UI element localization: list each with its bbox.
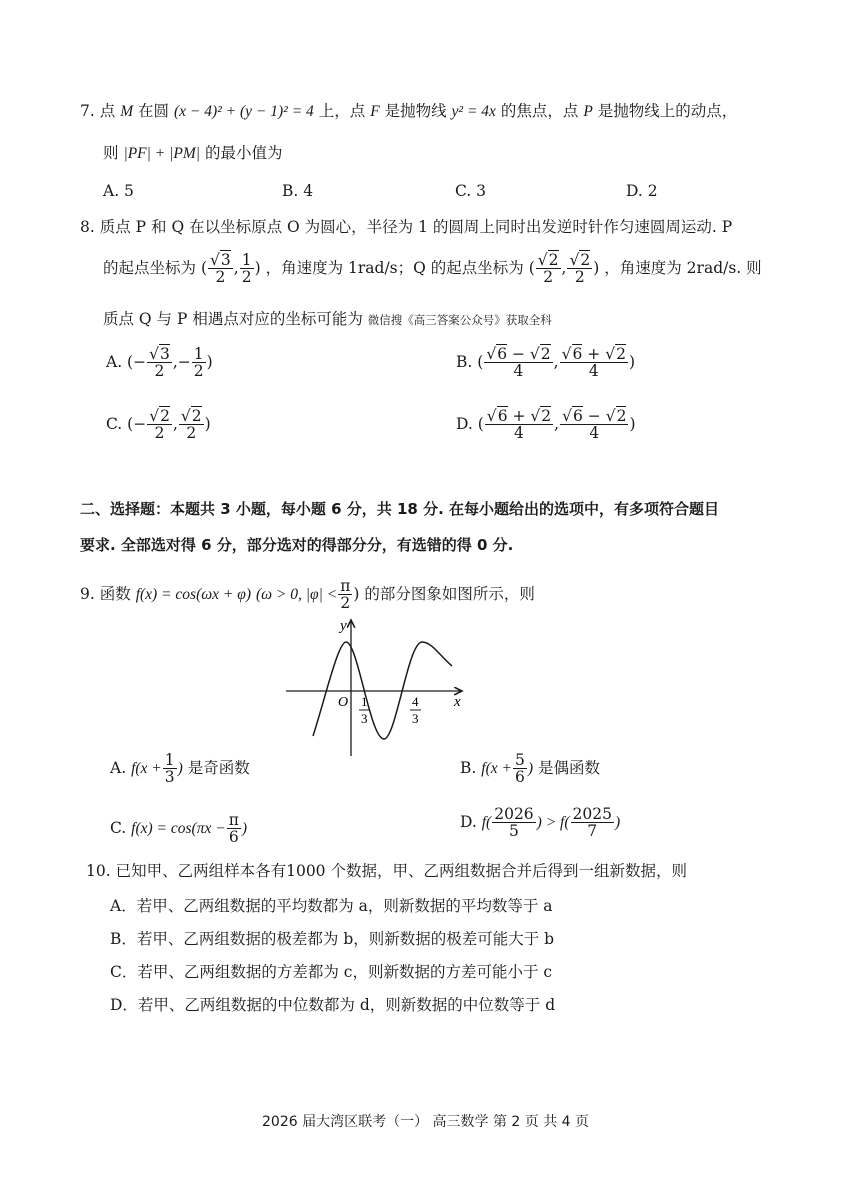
q8-q-start-coord: ( $\frac{√2}{2}$ , $\frac{√2}{2}$ )	[528, 251, 600, 287]
origin-label: O	[338, 695, 349, 710]
q7-text: 是抛物线	[384, 102, 447, 120]
q9-function: f(x) = cos(ωx + φ)	[135, 585, 251, 603]
svg-text:1: 1	[361, 694, 368, 709]
option-label: A.	[110, 758, 127, 777]
option-label: B.	[460, 758, 477, 777]
section2-heading-line2: 要求. 全部选对得 6 分，部分选对的得部分分，有选错的得 0 分.	[80, 536, 514, 554]
q9-option-c: C. f(x) = cos(πx − $\frac{\pi}{6}$ )	[110, 811, 248, 847]
q8-number: 8.	[80, 218, 95, 236]
q8-p-start-coord: ( $\frac{√3}{2}$ , $\frac{1}{2}$ )	[200, 251, 261, 287]
q9-option-a: A. f(x + $\frac{1}{3}$ ) 是奇函数	[110, 751, 250, 787]
q10-option-c: C．若甲、乙两组数据的方差都为 c，则新数据的方差可能小于 c	[110, 963, 553, 981]
q8-option-b: B. ( $\frac{√6 - √2}{4}$ , $\frac{√6 + √2}{4}$ )	[456, 345, 636, 381]
option-label: C.	[110, 818, 127, 837]
q7-option-d: D. 2	[626, 182, 658, 200]
q8-text: ，角速度为 1rad/s；Q 的起点坐标为	[265, 258, 524, 277]
q10-stem	[86, 862, 687, 881]
tick-label-four-thirds	[410, 694, 421, 726]
q8-option-d: D. ( $\frac{√6 + √2}{4}$ , $\frac{√6 - √2}{4}$ )	[456, 407, 636, 443]
q8-text: 的起点坐标为	[103, 258, 197, 277]
q7-option-b: B. 4	[282, 182, 314, 200]
q8-line3	[103, 310, 552, 329]
q8-line2	[103, 252, 762, 286]
q7-text: 则	[103, 144, 119, 162]
q7-line1	[80, 102, 737, 122]
q8-stem-line1: 质点 P 和 Q 在以坐标原点 O 为圆心，半径为 1 的圆周上同时出发逆时针作匀速圆周运动. P	[99, 218, 733, 236]
q8-text: ，角速度为 2rad/s. 则	[604, 258, 762, 277]
q7-circle-equation: (x − 4)² + (y − 1)² = 4	[174, 103, 314, 120]
q7-line2	[103, 144, 282, 164]
option-label: D.	[460, 812, 477, 831]
q7-text: 是抛物线上的动点，	[597, 102, 738, 120]
tick-label-one-third	[359, 694, 370, 726]
q8-stem-line3: 质点 Q 与 P 相遇点对应的坐标可能为	[103, 310, 363, 328]
q7-option-c: C. 3	[455, 182, 487, 200]
q8-line1	[80, 218, 732, 237]
section2-heading-line1: 二、选择题：本题共 3 小题，每小题 6 分，共 18 分. 在每小题给出的选项中，有多项符合题目	[80, 500, 720, 518]
q9-option-b-text: 是偶函数	[537, 758, 600, 777]
q7-point-f: F	[370, 103, 380, 120]
q7-number: 7.	[80, 102, 95, 120]
q9-condition: (ω > 0, |φ| <	[255, 585, 338, 603]
q7-point-p: P	[583, 103, 593, 120]
q9-option-d: D. f( $\frac{2026}{5}$ ) > f( $\frac{2025}{7}$ )	[460, 805, 621, 841]
q7-text: 上，点	[318, 102, 366, 120]
q8-option-a: A. (− $\frac{√3}{2}$ ,− $\frac{1}{2}$ )	[106, 345, 213, 381]
q7-text: 的焦点，点	[500, 102, 579, 120]
option-label: C.	[106, 414, 123, 433]
svg-text:3: 3	[412, 711, 419, 726]
q7-text: 点	[99, 102, 116, 120]
q9-text: 函数	[99, 584, 131, 603]
q7-expression: |PF| + |PM|	[123, 145, 201, 162]
q10-stem-text: 已知甲、乙两组样本各有1000 个数据，甲、乙两组数据合并后得到一组新数据，则	[115, 862, 687, 880]
svg-text:4: 4	[412, 694, 419, 709]
q10-number: 10.	[86, 862, 111, 880]
q7-text: 的最小值为	[204, 144, 283, 162]
svg-text:3: 3	[361, 711, 368, 726]
q7-point-m: M	[120, 103, 134, 120]
axis-label-x: x	[454, 694, 461, 710]
q9-pi-over-2: $\frac{\pi}{2}$	[340, 577, 351, 613]
option-label: B.	[456, 352, 473, 371]
q8-option-c: C. (− $\frac{√2}{2}$ , $\frac{√2}{2}$ )	[106, 407, 211, 443]
q9-option-a-text: 是奇函数	[187, 758, 250, 777]
q9-text: 的部分图象如图所示，则	[364, 584, 535, 603]
q10-option-a: A．若甲、乙两组数据的平均数都为 a，则新数据的平均数等于 a	[110, 897, 553, 915]
q9-number: 9.	[80, 584, 95, 603]
q10-option-d: D．若甲、乙两组数据的中位数都为 d，则新数据的中位数等于 d	[110, 996, 556, 1014]
q9-option-b: B. f(x + $\frac{5}{6}$ ) 是偶函数	[460, 751, 600, 787]
q7-parabola-equation: y² = 4x	[451, 103, 496, 120]
option-label: D.	[456, 414, 473, 433]
q9-cosine-graph	[280, 614, 470, 764]
watermark-text: 微信搜《高三答案公众号》获取全科	[367, 313, 552, 327]
option-label: A.	[106, 352, 123, 371]
page-footer: 2026 届大湾区联考（一） 高三数学 第 2 页 共 4 页	[262, 1114, 590, 1130]
q7-text: 在圆	[138, 102, 170, 120]
q7-option-a: A. 5	[103, 182, 134, 200]
q10-option-b: B．若甲、乙两组数据的极差都为 b，则新数据的极差可能大于 b	[110, 930, 555, 948]
q9-stem: 9. 函数 f(x) = cos(ωx + φ) (ω > 0, |φ| < $\frac{\pi}{2}$ ) 的部分图象如图所示，则	[80, 577, 535, 613]
axis-label-y: y	[340, 618, 347, 634]
